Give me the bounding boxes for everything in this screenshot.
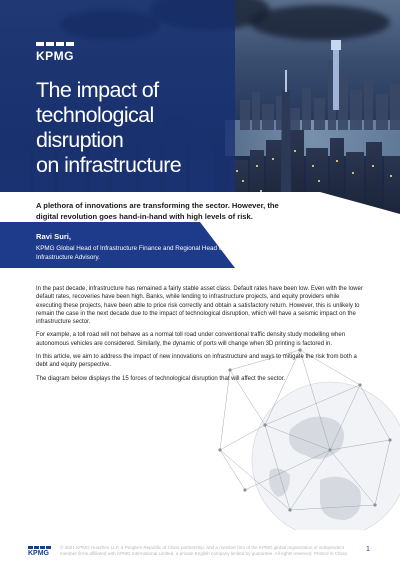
- page-title: [36, 78, 236, 178]
- footer-legal-text: © 2021 KPMG Huazhen LLP, a People's Republic of China partnership, and a member firm of the KPMG global organization of independent member firms affiliated with KPMG International Limited, a private English company limited by guarantee. All rights reserved. Printed in China.: [60, 545, 348, 556]
- body-paragraph: In this article, we aim to address the impact of new innovations on infrastructure and ways to mitigate the risk from both a debt and equity perspective.: [36, 354, 357, 369]
- author-name: Ravi Suri,: [36, 232, 72, 241]
- kpmg-logo-icon: [28, 546, 51, 549]
- body-paragraph: For example, a toll road will not behave as a normal toll road under conventional traffic density study modelling when autonomous vehicles are considered. Similarly, the dynamic of ports will change when 3D printing is factored in.: [36, 332, 346, 347]
- lead-paragraph: A plethora of innovations are transforming the sector. However, the digital revolution goes hand-in-hand with high levels of risk.: [36, 201, 279, 221]
- kpmg-logo-icon: [36, 42, 74, 46]
- page-number: 1: [366, 546, 370, 553]
- footer-logo-text: KPMG: [28, 550, 49, 557]
- title-line: technological disruption: [36, 103, 154, 152]
- body-paragraph: The diagram below displays the 15 forces of technological disruption that will affect the sector.: [36, 375, 286, 382]
- footer-logo: [28, 546, 51, 557]
- title-line: on infrastructure: [36, 153, 182, 177]
- brand-logo-text: KPMG: [36, 49, 74, 63]
- body-paragraph: In the past decade, infrastructure has remained a fairly stable asset class. Default rates have been low. Even with the lower default rates, recoveries have been high. Banks, while lending to infrastructure projects, and equity providers while executing these projects, have been able to price risk correctly and obtain a satisfactory return. However, this is unlikely to remain the case in the next decade due to the impact of technological disruption, which will have a seismic impact on the infrastructure sector.: [36, 286, 363, 326]
- author-role: KPMG Global Head of Infrastructure Finance and Regional Head of Infrastructure Advisory.: [36, 245, 224, 261]
- title-line: The impact of: [36, 78, 159, 102]
- body-text: [36, 285, 366, 388]
